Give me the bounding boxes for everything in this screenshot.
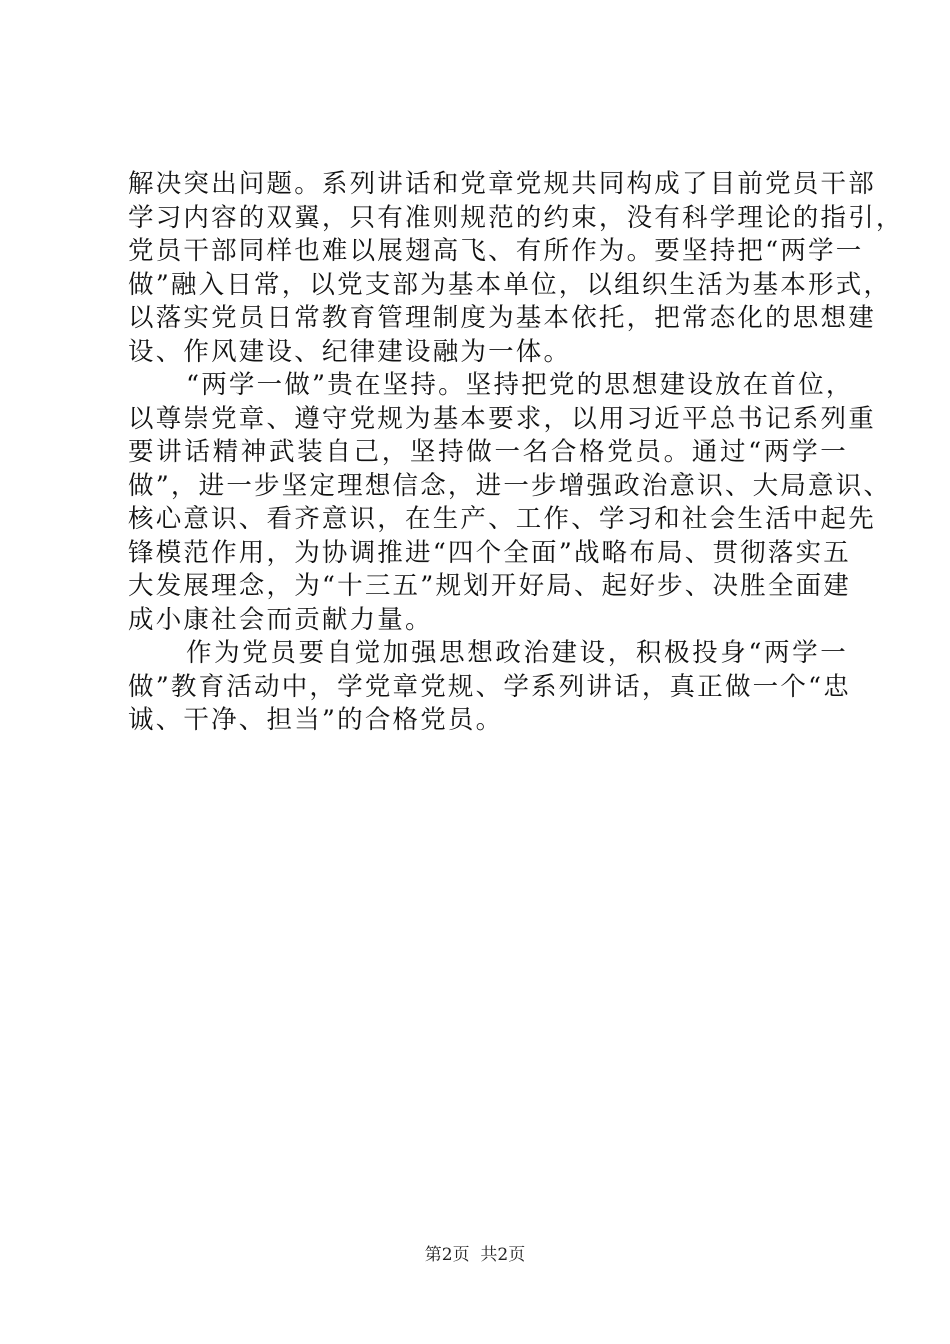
page-number-label: 第2页 共2页	[424, 1245, 526, 1265]
text-line: 要讲话精神武装自己，坚持做一名合格党员。通过“两学一	[128, 437, 848, 467]
document-body	[128, 168, 904, 738]
text-line: 成小康社会而贡献力量。	[128, 604, 433, 635]
text-line: 锋模范作用，为协调推进“四个全面”战略布局、贯彻落实五	[128, 537, 851, 568]
text-line: 核心意识、看齐意识，在生产、工作、学习和社会生活中起先	[128, 504, 876, 534]
text-line: 做”，进一步坚定理想信念，进一步增强政治意识、大局意识、	[128, 470, 892, 501]
text-line: 解决突出问题。系列讲话和党章党规共同构成了目前党员干部	[128, 169, 876, 199]
page-footer	[0, 1243, 950, 1267]
text-line: 做”教育活动中，学党章党规、学系列讲话，真正做一个“忠	[128, 671, 851, 702]
text-line: 设、作风建设、纪律建设融为一体。	[128, 336, 572, 367]
text-line: 以尊崇党章、遵守党规为基本要求，以用习近平总书记系列重	[128, 403, 876, 434]
paragraph-2	[128, 369, 892, 637]
text-line: 作为党员要自觉加强思想政治建设，积极投身“两学一	[186, 638, 848, 668]
paragraph-3	[128, 637, 851, 738]
text-line: 以落实党员日常教育管理制度为基本依托，把常态化的思想建	[128, 303, 876, 333]
text-line: 做”融入日常，以党支部为基本单位，以组织生活为基本形式，	[128, 269, 892, 300]
text-line: 党员干部同样也难以展翅高飞、有所作为。要坚持把“两学一	[128, 236, 864, 266]
text-line: 学习内容的双翼，只有准则规范的约束，没有科学理论的指引，	[128, 202, 904, 233]
paragraph-1	[128, 168, 904, 369]
text-line: “两学一做”贵在坚持。坚持把党的思想建设放在首位，	[186, 370, 854, 400]
text-line: 诚、干净、担当”的合格党员。	[128, 705, 504, 735]
text-line: 大发展理念，为“十三五”规划开好局、起好步、决胜全面建	[128, 571, 851, 601]
